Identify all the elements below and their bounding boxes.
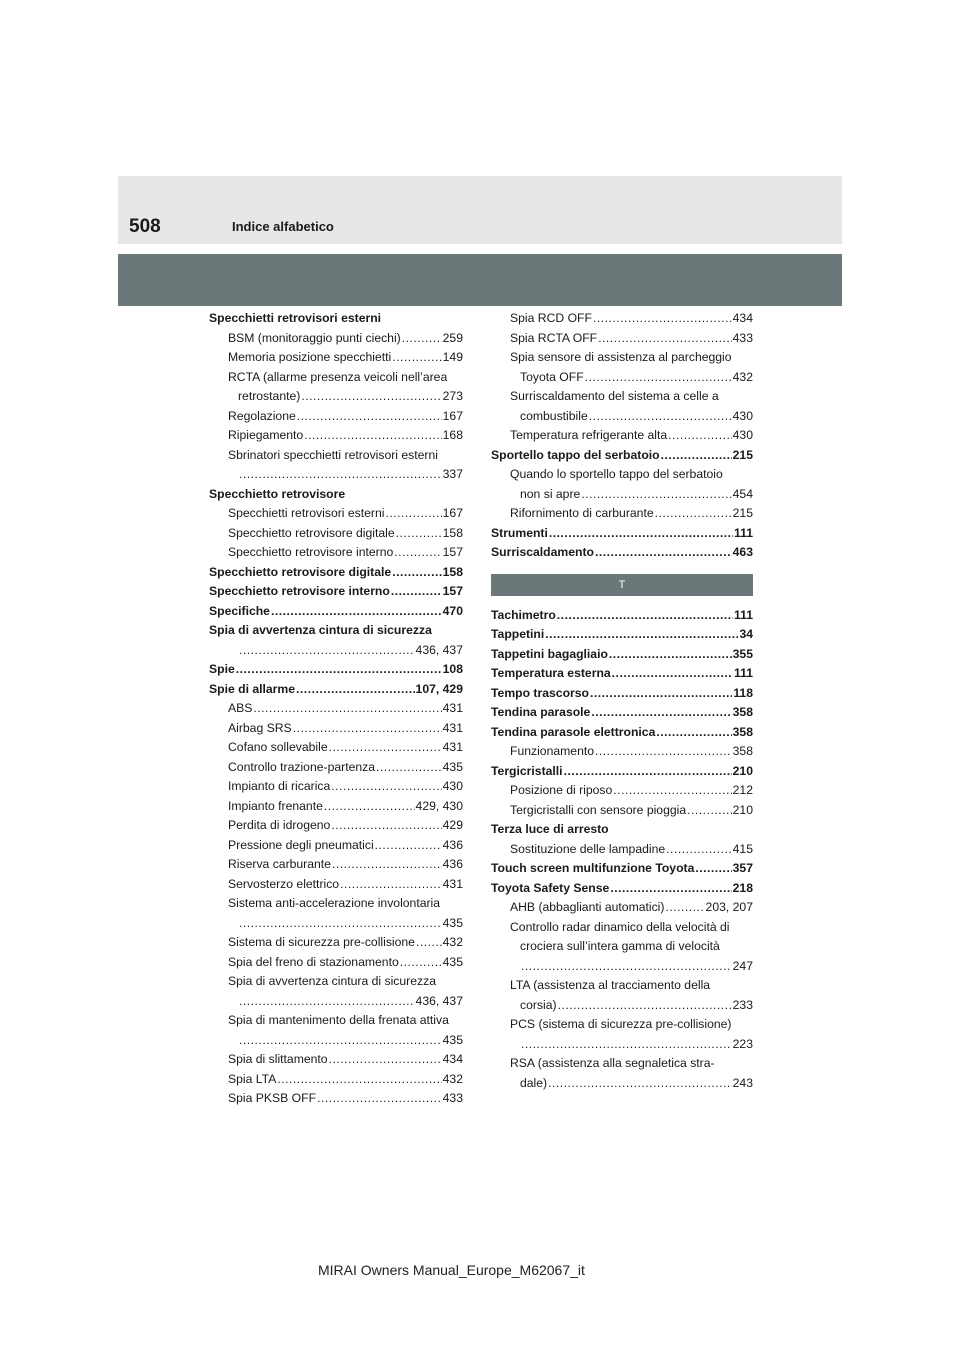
index-entry bbox=[209, 972, 463, 992]
index-entry-page: 108 bbox=[442, 662, 463, 676]
index-entry bbox=[209, 816, 463, 836]
index-entry-text: Regolazione bbox=[228, 408, 296, 423]
index-entry bbox=[491, 329, 753, 349]
index-entry-text: Specchietto retrovisore interno bbox=[228, 545, 394, 559]
index-entry-text: Controllo trazione-partenza bbox=[228, 759, 376, 774]
dot-leader bbox=[521, 957, 732, 977]
index-entry bbox=[491, 309, 753, 329]
index-entry bbox=[209, 797, 463, 817]
section-banner bbox=[118, 254, 842, 306]
dot-leader bbox=[695, 859, 731, 879]
index-entry bbox=[491, 504, 753, 524]
index-entry-page: 157 bbox=[442, 545, 463, 559]
index-entry-page: 436, 437 bbox=[415, 993, 463, 1008]
index-entry-text: Funzionamento bbox=[510, 744, 595, 758]
index-entry bbox=[491, 976, 753, 996]
index-entry bbox=[209, 309, 463, 329]
index-entry-text: Tendina parasole bbox=[491, 705, 591, 719]
index-entry-text: Tendina parasole elettronica bbox=[491, 724, 656, 739]
index-entry-text: Specchietti retrovisori esterni bbox=[209, 311, 382, 325]
index-entry bbox=[491, 703, 753, 723]
index-entry-text: dale) bbox=[520, 1075, 548, 1090]
index-entry bbox=[209, 914, 463, 934]
index-column-left bbox=[209, 309, 463, 1109]
dot-leader bbox=[392, 563, 441, 583]
index-entry-page: 429 bbox=[442, 818, 463, 832]
index-entry-text: Specchietto retrovisore interno bbox=[209, 584, 390, 598]
index-entry-page: 149 bbox=[442, 350, 463, 364]
index-entry bbox=[209, 621, 463, 641]
index-entry-page: 470 bbox=[442, 603, 463, 618]
index-entry-text: Pressione degli pneumatici bbox=[228, 837, 374, 852]
footer-manual-id: MIRAI Owners Manual_Europe_M62067_it bbox=[318, 1262, 585, 1278]
index-entry bbox=[209, 387, 463, 407]
index-entry bbox=[209, 543, 463, 563]
index-entry bbox=[491, 426, 753, 446]
dot-leader bbox=[239, 465, 442, 485]
index-entry-text: Sportello tappo del serbatoio bbox=[491, 447, 660, 462]
index-entry bbox=[491, 524, 753, 544]
index-entry-text: Spie bbox=[209, 662, 235, 676]
dot-leader bbox=[332, 855, 442, 875]
index-entry bbox=[491, 664, 753, 684]
dot-leader bbox=[564, 762, 732, 782]
index-entry-page: 429, 430 bbox=[415, 798, 463, 813]
index-entry-page: 433 bbox=[442, 1091, 463, 1105]
index-entry-text: non si apre bbox=[520, 486, 581, 501]
index-entry-text: Tachimetro bbox=[491, 607, 556, 622]
index-entry bbox=[209, 894, 463, 914]
index-entry bbox=[491, 937, 753, 957]
index-entry-text: Spia RCTA OFF bbox=[510, 330, 598, 345]
index-entry bbox=[491, 996, 753, 1016]
index-entry-page: 431 bbox=[442, 701, 463, 715]
index-entry bbox=[491, 840, 753, 860]
index-entry bbox=[491, 762, 753, 782]
dot-leader bbox=[585, 368, 732, 388]
index-entry-text: Terza luce di arresto bbox=[491, 822, 609, 836]
index-entry-page: 433 bbox=[732, 330, 753, 345]
index-entry-text: Specchietto retrovisore digitale bbox=[209, 564, 392, 579]
index-entry-page: 247 bbox=[732, 958, 753, 973]
dot-leader bbox=[665, 898, 704, 918]
dot-leader bbox=[277, 1070, 441, 1090]
dot-leader bbox=[392, 348, 441, 368]
index-entry bbox=[491, 368, 753, 388]
index-entry-page: 454 bbox=[732, 486, 753, 501]
dot-leader bbox=[590, 684, 732, 704]
index-entry bbox=[491, 1035, 753, 1055]
index-entry-page: 337 bbox=[442, 467, 463, 481]
index-entry bbox=[491, 625, 753, 645]
index-entry bbox=[209, 1050, 463, 1070]
dot-leader bbox=[331, 777, 441, 797]
index-entry bbox=[491, 742, 753, 762]
index-entry-page: 358 bbox=[732, 744, 753, 758]
index-entry-text: PCS (sistema di sicurezza pre-collisione) bbox=[510, 1017, 732, 1031]
dot-leader bbox=[558, 996, 732, 1016]
dot-leader bbox=[375, 836, 442, 856]
index-entry-page: 431 bbox=[442, 876, 463, 891]
page-number: 508 bbox=[129, 216, 161, 237]
header-band bbox=[118, 176, 842, 244]
index-entry bbox=[209, 953, 463, 973]
index-entry-page: 167 bbox=[442, 506, 463, 520]
index-entry-text: Temperatura esterna bbox=[491, 666, 611, 680]
dot-leader bbox=[656, 723, 731, 743]
index-entry bbox=[491, 1074, 753, 1094]
index-entry-page: 436 bbox=[442, 857, 463, 871]
index-entry-page: 436 bbox=[442, 837, 463, 852]
index-entry-text: Tempo trascorso bbox=[491, 685, 589, 700]
index-entry bbox=[209, 699, 463, 719]
index-entry-page: 215 bbox=[732, 447, 753, 462]
index-entry-text: Temperatura refrigerante alta bbox=[510, 428, 668, 442]
index-entry-text: Airbag SRS bbox=[228, 720, 292, 735]
index-entry-text: RCTA (allarme presenza veicoli nell’area bbox=[228, 369, 448, 384]
index-entry-page: 358 bbox=[732, 724, 753, 739]
index-entry-page: 107, 429 bbox=[415, 681, 463, 696]
dot-leader bbox=[612, 664, 733, 684]
index-entry bbox=[491, 879, 753, 899]
index-entry-text: Tergicristalli con sensore pioggia bbox=[510, 802, 687, 817]
index-entry bbox=[209, 641, 463, 661]
index-entry-text: Specchietto retrovisore digitale bbox=[228, 525, 395, 540]
index-entry-text: Tappetini bagagliaio bbox=[491, 646, 608, 661]
index-entry bbox=[491, 859, 753, 879]
dot-leader bbox=[591, 703, 731, 723]
index-entry-text: Sistema anti-accelerazione involontaria bbox=[228, 896, 441, 910]
index-group-s-continued bbox=[491, 309, 753, 563]
index-entry-text: Posizione di riposo bbox=[510, 783, 613, 797]
dot-leader bbox=[301, 387, 441, 407]
index-entry-page: 415 bbox=[732, 841, 753, 856]
index-entry-text: BSM (monitoraggio punti ciechi) bbox=[228, 330, 401, 345]
index-entry-text: Perdita di idrogeno bbox=[228, 818, 331, 832]
index-entry bbox=[209, 465, 463, 485]
index-entry-text: Spia di mantenimento della frenata attiva bbox=[228, 1013, 449, 1027]
index-entry-page: 463 bbox=[732, 545, 753, 559]
index-entry-text: Surriscaldamento del sistema a celle a bbox=[510, 389, 719, 403]
index-entry-text: RSA (assistenza alla segnaletica stra- bbox=[510, 1056, 715, 1070]
index-entry bbox=[491, 543, 753, 563]
dot-leader bbox=[385, 504, 441, 524]
index-entry bbox=[209, 602, 463, 622]
index-entry-page: 432 bbox=[442, 935, 463, 949]
index-entry-text: Impianto di ricarica bbox=[228, 779, 331, 793]
index-entry-text: corsia) bbox=[520, 997, 557, 1012]
index-entry-page: 167 bbox=[442, 408, 463, 423]
dot-leader bbox=[402, 329, 442, 349]
index-entry-page: 233 bbox=[732, 997, 753, 1012]
dot-leader bbox=[613, 781, 731, 801]
dot-leader bbox=[557, 606, 733, 626]
index-entry bbox=[209, 719, 463, 739]
index-entry-page: 432 bbox=[442, 1071, 463, 1086]
index-entry bbox=[209, 582, 463, 602]
index-entry-text: Toyota Safety Sense bbox=[491, 880, 610, 895]
index-entry bbox=[491, 957, 753, 977]
index-entry-text: Specifiche bbox=[209, 603, 270, 618]
index-entry bbox=[209, 1031, 463, 1051]
index-entry-page: 259 bbox=[442, 330, 463, 345]
index-entry-text: Sostituzione delle lampadine bbox=[510, 841, 666, 856]
index-entry-text: Strumenti bbox=[491, 525, 548, 540]
index-entry-text: Spia del freno di stazionamento bbox=[228, 954, 399, 969]
index-entry-page: 430 bbox=[732, 408, 753, 423]
index-entry-text: Spie di allarme bbox=[209, 681, 296, 696]
index-entry-text: Tappetini bbox=[491, 627, 545, 641]
dot-leader bbox=[666, 840, 732, 860]
index-entry-page: 212 bbox=[732, 783, 753, 797]
index-entry-text: Cofano sollevabile bbox=[228, 740, 328, 754]
index-entry bbox=[209, 407, 463, 427]
dot-leader bbox=[391, 582, 442, 602]
index-entry bbox=[209, 738, 463, 758]
index-entry bbox=[209, 426, 463, 446]
dot-leader bbox=[297, 407, 442, 427]
index-entry-page: 430 bbox=[732, 428, 753, 442]
index-column-right bbox=[491, 309, 753, 1093]
index-entry-text: Impianto frenante bbox=[228, 798, 323, 813]
index-entry-text: Specchietto retrovisore bbox=[209, 486, 346, 501]
index-entry-text: ABS bbox=[228, 701, 253, 715]
dot-leader bbox=[394, 543, 441, 563]
index-entry-page: 432 bbox=[732, 369, 753, 384]
index-entry-text: Riserva carburante bbox=[228, 857, 331, 871]
index-entry-page: 223 bbox=[732, 1036, 753, 1051]
index-entry bbox=[491, 820, 753, 840]
index-entry bbox=[209, 524, 463, 544]
index-entry-text: combustibile bbox=[520, 408, 588, 423]
index-entry-text: Sbrinatori specchietti retrovisori esterni bbox=[228, 447, 438, 462]
index-entry bbox=[209, 1089, 463, 1109]
dot-leader bbox=[400, 953, 442, 973]
index-entry-text: Tergicristalli bbox=[491, 763, 563, 778]
index-entry-text: Spia PKSB OFF bbox=[228, 1091, 317, 1105]
index-group-t bbox=[491, 606, 753, 1094]
dot-leader bbox=[239, 914, 442, 934]
index-entry-text: LTA (assistenza al tracciamento della bbox=[510, 978, 711, 992]
dot-leader bbox=[293, 719, 442, 739]
index-entry bbox=[491, 1015, 753, 1035]
index-entry bbox=[209, 777, 463, 797]
index-entry-page: 243 bbox=[732, 1075, 753, 1090]
index-entry-page: 158 bbox=[442, 564, 463, 579]
index-entry-text: Spia sensore di assistenza al parcheggio bbox=[510, 350, 732, 364]
dot-leader bbox=[610, 879, 731, 899]
index-entry bbox=[491, 723, 753, 743]
index-entry bbox=[209, 504, 463, 524]
index-entry-text: Spia di avvertenza cintura di sicurezza bbox=[209, 623, 432, 637]
index-entry-text: Spia di avvertenza cintura di sicurezza bbox=[228, 974, 436, 988]
dot-leader bbox=[581, 485, 731, 505]
dot-leader bbox=[609, 645, 732, 665]
index-entry bbox=[209, 680, 463, 700]
dot-leader bbox=[329, 1050, 442, 1070]
index-entry-text: Touch screen multifunzione Toyota bbox=[491, 861, 695, 875]
index-entry-page: 215 bbox=[732, 506, 753, 520]
section-title: Indice alfabetico bbox=[232, 219, 334, 234]
index-entry-page: 203, 207 bbox=[705, 900, 753, 914]
index-entry-text: Toyota OFF bbox=[520, 369, 584, 384]
dot-leader bbox=[687, 801, 732, 821]
index-entry bbox=[491, 645, 753, 665]
index-entry-text: crociera sull’intera gamma di velocità bbox=[520, 939, 720, 953]
index-entry-page: 434 bbox=[442, 1052, 463, 1066]
index-entry-page: 435 bbox=[442, 954, 463, 969]
dot-leader bbox=[668, 426, 731, 446]
index-entry-page: 430 bbox=[442, 779, 463, 793]
index-entry-page: 355 bbox=[732, 646, 753, 661]
index-entry bbox=[209, 329, 463, 349]
index-entry bbox=[209, 348, 463, 368]
dot-leader bbox=[304, 426, 441, 446]
dot-leader bbox=[521, 1035, 732, 1055]
index-entry bbox=[209, 485, 463, 505]
dot-leader bbox=[329, 738, 442, 758]
index-entry-page: 210 bbox=[732, 802, 753, 817]
index-entry-page: 111 bbox=[734, 607, 753, 622]
dot-leader bbox=[396, 524, 442, 544]
index-entry bbox=[209, 446, 463, 466]
index-entry-page: 358 bbox=[732, 705, 753, 719]
index-entry-text: Quando lo sportello tappo del serbatoio bbox=[510, 467, 723, 481]
dot-leader bbox=[595, 742, 732, 762]
dot-leader bbox=[324, 797, 415, 817]
index-entry bbox=[209, 1070, 463, 1090]
index-entry-text: Spia di slittamento bbox=[228, 1052, 328, 1066]
dot-leader bbox=[271, 602, 442, 622]
index-entry bbox=[209, 836, 463, 856]
index-entry bbox=[491, 781, 753, 801]
index-entry bbox=[491, 465, 753, 485]
index-entry-text: Specchietti retrovisori esterni bbox=[228, 506, 385, 520]
index-entry-text: Surriscaldamento bbox=[491, 545, 594, 559]
index-entry bbox=[209, 1011, 463, 1031]
dot-leader bbox=[598, 329, 732, 349]
dot-leader bbox=[655, 504, 732, 524]
index-entry-text: Servosterzo elettrico bbox=[228, 876, 340, 891]
dot-leader bbox=[331, 816, 441, 836]
index-entry-text: retrostante) bbox=[238, 389, 301, 403]
dot-leader bbox=[545, 625, 738, 645]
index-entry bbox=[209, 875, 463, 895]
index-entry-page: 431 bbox=[442, 720, 463, 735]
index-entry bbox=[491, 387, 753, 407]
index-entry bbox=[209, 855, 463, 875]
index-entry bbox=[491, 407, 753, 427]
index-entry-page: 157 bbox=[442, 584, 463, 598]
index-entry-page: 435 bbox=[442, 1032, 463, 1047]
dot-leader bbox=[376, 758, 442, 778]
index-entry-page: 210 bbox=[732, 763, 753, 778]
index-entry-text: Rifornimento di carburante bbox=[510, 506, 654, 520]
dot-leader bbox=[593, 309, 732, 329]
index-entry-text: Controllo radar dinamico della velocità di bbox=[510, 919, 730, 934]
dot-leader bbox=[239, 1031, 442, 1051]
index-entry-text: Ripiegamento bbox=[228, 428, 304, 442]
index-entry-page: 357 bbox=[732, 861, 753, 875]
index-entry bbox=[491, 801, 753, 821]
index-entry bbox=[491, 348, 753, 368]
index-entry bbox=[209, 563, 463, 583]
index-entry bbox=[491, 898, 753, 918]
index-entry-page: 435 bbox=[442, 759, 463, 774]
dot-leader bbox=[239, 641, 415, 661]
index-entry-text: Sistema di sicurezza pre-collisione bbox=[228, 935, 415, 949]
index-entry bbox=[491, 1054, 753, 1074]
index-entry bbox=[209, 368, 463, 388]
index-entry bbox=[491, 684, 753, 704]
dot-leader bbox=[296, 680, 415, 700]
dot-leader bbox=[661, 446, 732, 466]
index-entry-text: Memoria posizione specchietti bbox=[228, 350, 392, 364]
dot-leader bbox=[236, 660, 442, 680]
index-entry-page: 435 bbox=[442, 915, 463, 930]
index-entry-text: AHB (abbaglianti automatici) bbox=[510, 900, 665, 914]
index-entry bbox=[209, 992, 463, 1012]
dot-leader bbox=[595, 543, 732, 563]
index-entry-page: 434 bbox=[732, 311, 753, 325]
dot-leader bbox=[317, 1089, 442, 1109]
letter-heading-t: T bbox=[491, 574, 753, 596]
index-entry-page: 118 bbox=[733, 685, 753, 700]
index-entry bbox=[209, 933, 463, 953]
dot-leader bbox=[340, 875, 442, 895]
dot-leader bbox=[239, 992, 415, 1012]
index-entry bbox=[491, 918, 753, 938]
index-entry bbox=[491, 446, 753, 466]
dot-leader bbox=[253, 699, 441, 719]
index-entry bbox=[209, 758, 463, 778]
index-entry-page: 273 bbox=[442, 389, 463, 403]
index-entry-page: 111 bbox=[734, 525, 753, 540]
index-entry-text: Spia LTA bbox=[228, 1071, 277, 1086]
index-entry-page: 168 bbox=[442, 428, 463, 442]
dot-leader bbox=[416, 933, 442, 953]
dot-leader bbox=[549, 524, 733, 544]
index-entry-page: 436, 437 bbox=[415, 642, 463, 657]
index-entry-page: 431 bbox=[442, 740, 463, 754]
index-entry-page: 158 bbox=[442, 525, 463, 540]
dot-leader bbox=[548, 1074, 732, 1094]
index-entry-page: 218 bbox=[732, 880, 753, 895]
index-entry bbox=[491, 485, 753, 505]
index-entry-page: 34 bbox=[739, 627, 753, 641]
index-entry bbox=[491, 606, 753, 626]
dot-leader bbox=[589, 407, 732, 427]
index-entry-text: Spia RCD OFF bbox=[510, 311, 592, 325]
index-entry-page: 111 bbox=[734, 666, 753, 680]
index-entry bbox=[209, 660, 463, 680]
